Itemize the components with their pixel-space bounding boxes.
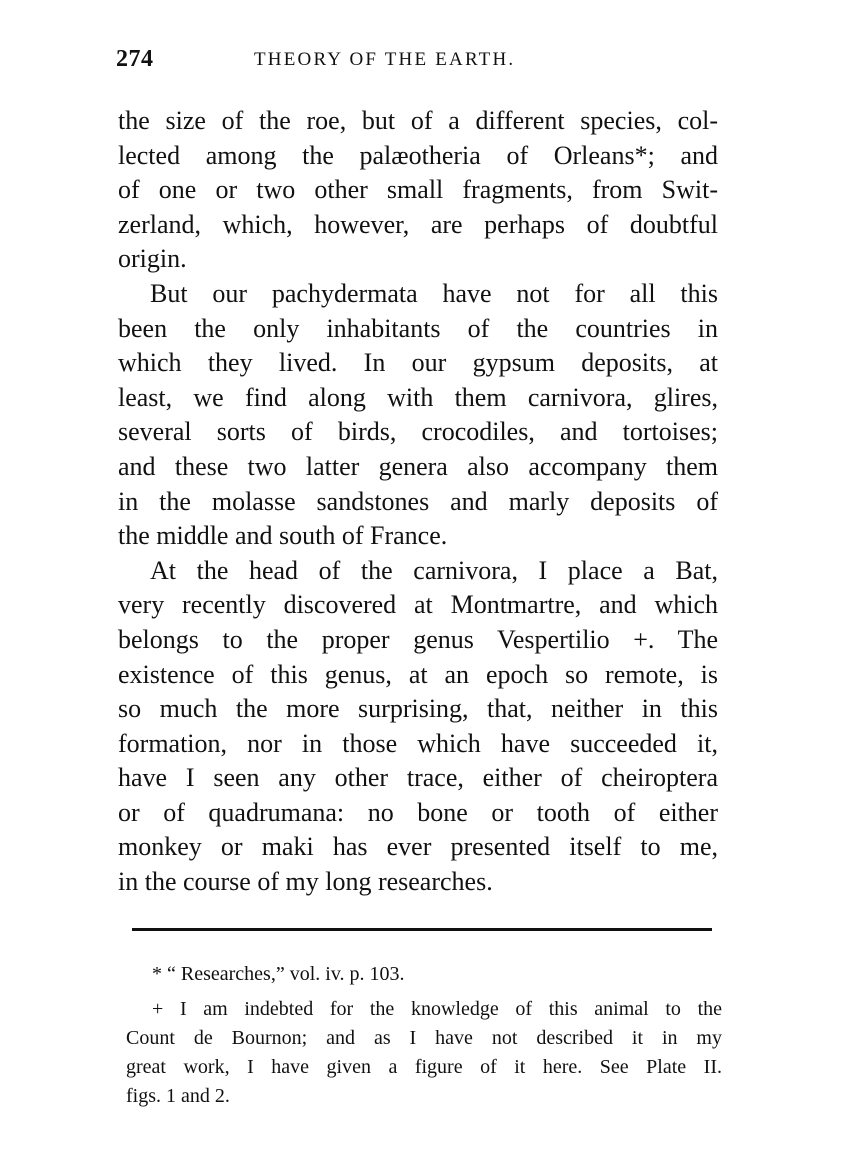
body-line: belongs to the proper genus Vespertilio +. The [118,624,718,654]
body-line: and these two latter genera also accompany them [118,451,718,481]
body-line: least, we find along with them carnivora, glires, [118,382,718,412]
body-line: But our pachydermata have not for all this [150,278,718,308]
body-line: At the head of the carnivora, I place a Bat, [150,555,718,585]
body-line: the middle and south of France. [118,521,448,551]
body-line: lected among the palæotheria of Orleans*; and [118,140,718,170]
footnotes [126,960,722,1111]
body-line: existence of this genus, at an epoch so remote, is [118,659,718,689]
body-line: which they lived. In our gypsum deposits, at [118,348,718,378]
body-line: origin. [118,244,187,274]
body-line: so much the more surprising, that, neither in this [118,694,718,724]
page-number: 274 [116,46,154,72]
footnote-line: great work, I have given a figure of it here. See Plate II. [126,1056,722,1078]
body-line: formation, nor in those which have succeeded it, [118,728,718,758]
body-line: in the course of my long researches. [118,867,493,897]
body-line: or of quadrumana: no bone or tooth of either [118,797,718,827]
running-head [116,46,716,76]
running-title: THEORY OF THE EARTH. [254,49,516,70]
footnote-line: figs. 1 and 2. [126,1085,230,1107]
footnote-line: * “ Researches,” vol. iv. p. 103. [152,963,405,985]
body-text [118,104,718,900]
body-line: been the only inhabitants of the countries in [118,313,718,343]
footnote-line: Count de Bournon; and as I have not described it in my [126,1027,722,1049]
footnote-rule [132,928,712,931]
body-line: very recently discovered at Montmartre, and which [118,590,718,620]
body-line: several sorts of birds, crocodiles, and tortoises; [118,417,718,447]
body-line: of one or two other small fragments, from Swit- [118,175,718,205]
body-line: the size of the roe, but of a different species, col- [118,106,718,135]
body-line: monkey or maki has ever presented itself to me, [118,832,718,862]
body-line: zerland, which, however, are perhaps of doubtful [118,209,718,239]
footnote-line: + I am indebted for the knowledge of this animal to the [152,998,722,1020]
body-line: in the molasse sandstones and marly deposits of [118,486,718,516]
body-line: have I seen any other trace, either of cheiroptera [118,763,718,793]
